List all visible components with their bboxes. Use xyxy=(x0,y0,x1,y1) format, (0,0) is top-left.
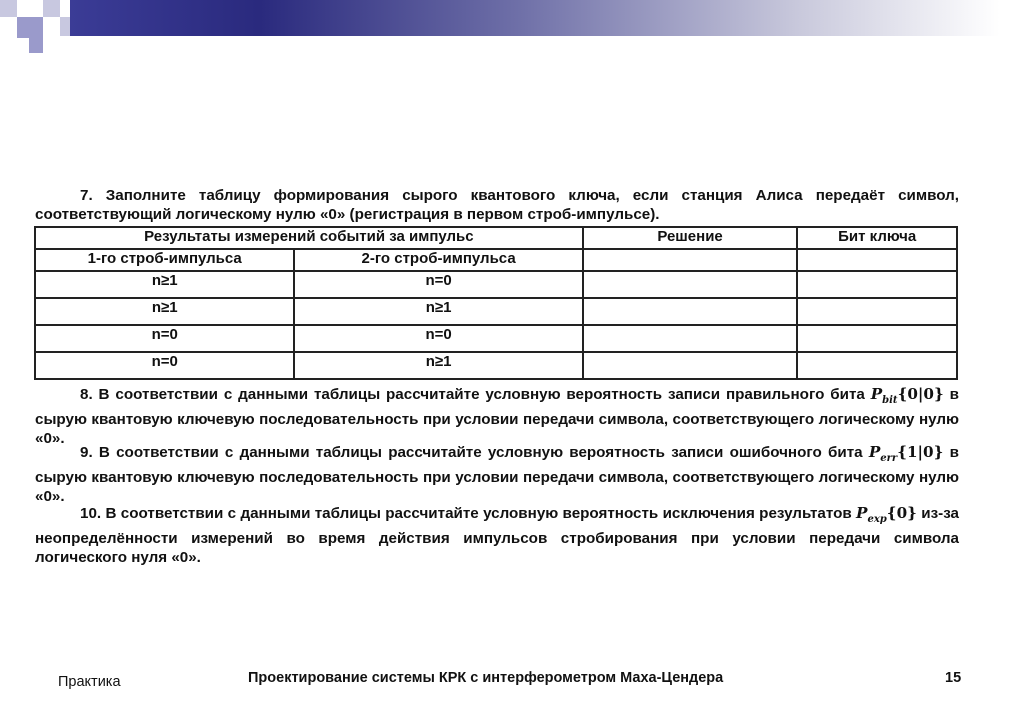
empty-cell xyxy=(583,249,798,271)
task-7-number: 7. xyxy=(80,187,93,204)
cell-decision[interactable] xyxy=(583,325,798,352)
footer-section-label: Практика xyxy=(58,674,121,690)
cell-second-strobe: n≥1 xyxy=(294,298,582,325)
cell-first-strobe: n≥1 xyxy=(35,298,294,325)
header-square-mid xyxy=(29,38,43,53)
cell-key-bit[interactable] xyxy=(797,352,957,379)
task-10 xyxy=(35,504,959,567)
cell-key-bit[interactable] xyxy=(797,325,957,352)
cell-decision[interactable] xyxy=(583,352,798,379)
cell-key-bit[interactable] xyxy=(797,298,957,325)
probability-symbol: $P_{bit}$ xyxy=(870,385,898,407)
task-9-number: 9. xyxy=(80,444,93,461)
header-decision: Решение xyxy=(583,227,798,249)
subheader-second-strobe: 2-го строб-импульса xyxy=(294,249,582,271)
footer-page-number: 15 xyxy=(945,670,962,686)
cell-decision[interactable] xyxy=(583,271,798,298)
task-9 xyxy=(35,443,959,506)
header-square-light xyxy=(0,0,17,17)
subheader-first-strobe: 1-го строб-импульса xyxy=(35,249,294,271)
cell-second-strobe: n≥1 xyxy=(294,352,582,379)
table-row xyxy=(35,352,957,379)
header-key-bit: Бит ключа xyxy=(797,227,957,249)
header-gradient-bar xyxy=(0,0,1024,36)
cell-second-strobe: n=0 xyxy=(294,271,582,298)
probability-argument: {0} xyxy=(886,504,917,522)
task-8-text-b: в сырую квантовую ключевую последовательность при условии передачи символа, соответствующего логическому нулю «0». xyxy=(35,386,959,448)
task-10-text-b: из-за неопределённости измерений во время действия импульсов стробирования при условии передачи символа логического нуля «0». xyxy=(35,505,959,567)
cell-decision[interactable] xyxy=(583,298,798,325)
cell-first-strobe: n=0 xyxy=(35,352,294,379)
header-square-light xyxy=(60,17,70,36)
task-9-text-a: В соответствии с данными таблицы рассчитайте условную вероятность записи ошибочного бита xyxy=(98,444,863,461)
task-8-text-a: В соответствии с данными таблицы рассчитайте условную вероятность записи правильного бита xyxy=(98,386,865,403)
task-10-text-a: В соответствии с данными таблицы рассчитайте условную вероятность исключения результатов xyxy=(105,505,852,522)
cell-second-strobe: n=0 xyxy=(294,325,582,352)
task-9-text-b: в сырую квантовую ключевую последовательность при условии передачи символа, соответствующего логическому нулю «0». xyxy=(35,444,959,506)
probability-argument: {1|0} xyxy=(897,443,944,461)
header-square-light xyxy=(43,0,60,17)
task-10-number: 10. xyxy=(80,505,102,522)
task-7-text: Заполните таблицу формирования сырого квантового ключа, если станция Алиса передаёт символ, соответствующий логическому нулю «0» (регистрация в первом строб-импульсе). xyxy=(35,187,959,223)
footer-title: Проектирование системы КРК с интерферометром Маха-Цендера xyxy=(248,670,724,686)
cell-key-bit[interactable] xyxy=(797,271,957,298)
table-row xyxy=(35,325,957,352)
probability-symbol: $P_{err}$ xyxy=(868,443,898,465)
header-results: Результаты измерений событий за импульс xyxy=(35,227,583,249)
probability-argument: {0|0} xyxy=(897,385,944,403)
empty-cell xyxy=(797,249,957,271)
task-8-number: 8. xyxy=(80,386,93,403)
task-7 xyxy=(35,186,959,224)
table-row xyxy=(35,271,957,298)
header-square-mid xyxy=(17,17,43,38)
table-row xyxy=(35,298,957,325)
task-8 xyxy=(35,385,959,448)
cell-first-strobe: n=0 xyxy=(35,325,294,352)
key-formation-table xyxy=(34,226,958,380)
cell-first-strobe: n≥1 xyxy=(35,271,294,298)
probability-symbol: $P_{exp}$ xyxy=(856,504,887,526)
